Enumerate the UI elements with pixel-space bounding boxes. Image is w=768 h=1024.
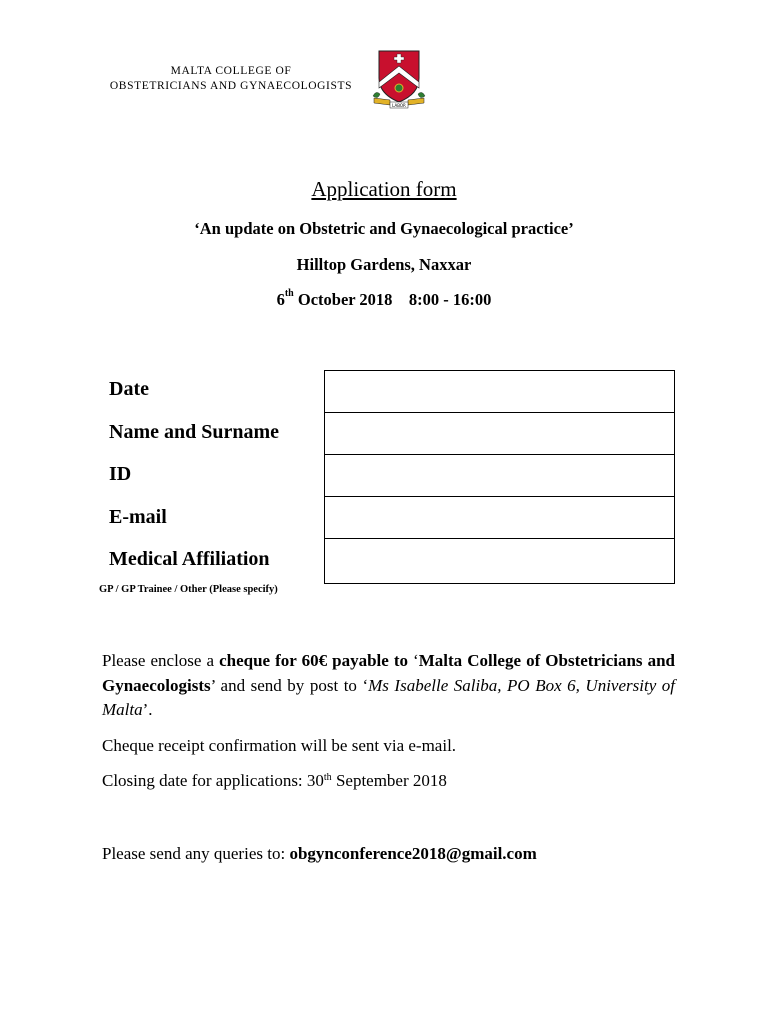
field-label-name: Name and Surname (109, 421, 280, 443)
confirmation-note: Cheque receipt confirmation will be sent via e-mail. (102, 736, 457, 755)
payment-text-4: ’. (142, 700, 153, 719)
email-input-cell[interactable] (325, 497, 674, 539)
event-day: 6 (276, 290, 285, 309)
org-name (100, 64, 362, 94)
closing-date-rest: September 2018 (331, 771, 447, 790)
payment-text-1: Please enclose a (102, 651, 220, 670)
queries-email-link[interactable]: obgynconference2018@gmail.com (289, 844, 537, 863)
org-name-line1: MALTA COLLEGE OF (170, 65, 292, 77)
id-input-cell[interactable] (325, 455, 674, 497)
application-form-table (324, 370, 675, 584)
event-venue: Hilltop Gardens, Naxxar (296, 255, 472, 274)
event-day-suffix: th (284, 288, 294, 299)
payment-instructions (102, 649, 675, 723)
org-name-line2: OBSTETRICIANS AND GYNAECOLOGISTS (109, 80, 353, 92)
field-label-id: ID (109, 463, 132, 485)
closing-date-prefix: Closing date for applications: 30 (102, 771, 324, 790)
affiliation-input-cell[interactable] (325, 539, 674, 581)
crest-motto: LABOR (392, 103, 406, 108)
payment-payee: Malta College of Obstetricians and Gynaecologists (102, 651, 675, 695)
field-label-affiliation: Medical Affiliation (109, 548, 270, 570)
college-crest-logo (370, 48, 428, 110)
field-label-date: Date (109, 378, 149, 400)
page-title: Application form (311, 177, 457, 201)
field-label-email: E-mail (109, 506, 167, 528)
closing-date-suffix: th (323, 772, 332, 783)
event-time: 8:00 - 16:00 (408, 290, 492, 309)
affiliation-note: GP / GP Trainee / Other (Please specify) (99, 584, 278, 595)
queries-prefix: Please send any queries to: (102, 844, 290, 863)
payment-text-3: ’ and send by post to ‘ (210, 675, 369, 695)
queries-line (102, 842, 675, 867)
event-datetime (0, 290, 768, 310)
name-input-cell[interactable] (325, 413, 674, 455)
payment-postal-address: Ms Isabelle Saliba, PO Box 6, University of Malta (102, 675, 675, 719)
event-subtitle: ‘An update on Obstetric and Gynaecological practice’ (194, 219, 574, 238)
date-input-cell[interactable] (325, 371, 674, 413)
payment-amount: cheque for 60€ payable to (219, 651, 409, 670)
event-month-year: October 2018 (293, 290, 393, 309)
closing-date (102, 769, 675, 794)
payment-text-2: ‘ (408, 651, 419, 670)
